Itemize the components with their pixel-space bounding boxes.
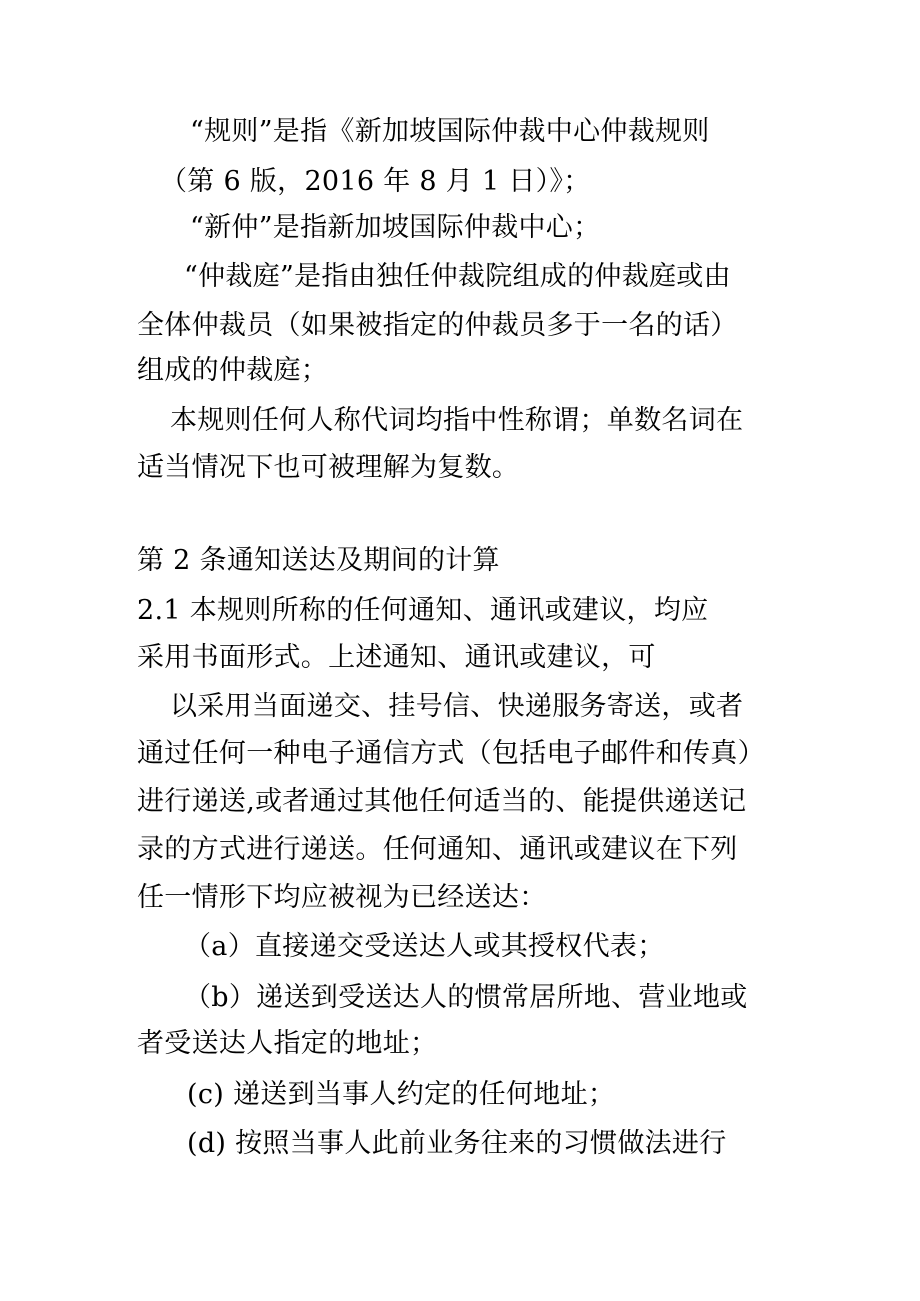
definition-rules: “规则”是指《新加坡国际仲裁中心仲裁规则	[190, 116, 710, 147]
definition-tribunal: “仲裁庭”是指由独任仲裁院组成的仲裁庭或由	[184, 261, 731, 292]
item-d: (d) 按照当事人此前业务往来的习惯做法进行	[187, 1128, 727, 1159]
definition-siac: “新仲”是指新加坡国际仲裁中心；	[190, 212, 601, 243]
definition-tribunal-line-3: 组成的仲裁庭；	[137, 355, 329, 386]
clause-2-1-line-7: 任一情形下均应被视为已经送达：	[137, 882, 547, 913]
clause-2-1-line-6: 录的方式进行递送。任何通知、通讯或建议在下列	[137, 834, 738, 865]
article-2-heading: 第 2 条通知送达及期间的计算	[137, 545, 500, 576]
clause-2-1-line-3: 以采用当面递交、挂号信、快递服务寄送，或者	[170, 691, 744, 722]
interpretation-paragraph: 本规则任何人称代词均指中性称谓；单数名词在	[170, 405, 744, 436]
item-b-continued: 者受送达人指定的地址；	[137, 1028, 438, 1059]
clause-2-1-line-4: 通过任何一种电子通信方式（包括电子邮件和传真）	[137, 738, 765, 769]
definition-tribunal-line-2: 全体仲裁员（如果被指定的仲裁员多于一名的话）	[137, 310, 738, 341]
clause-2-1-line-5: 进行递送,或者通过其他任何适当的、能提供递送记	[137, 786, 747, 817]
item-a: （a）直接递交受送达人或其授权代表；	[184, 931, 665, 962]
item-b: （b）递送到受送达人的惯常居所地、营业地或	[184, 982, 748, 1013]
clause-2-1-line-2: 采用书面形式。上述通知、通讯或建议，可	[137, 642, 656, 673]
clause-2-1: 2.1 本规则所称的任何通知、通讯或建议，均应	[137, 595, 709, 626]
item-c: (c) 递送到当事人约定的任何地址；	[187, 1079, 616, 1110]
interpretation-paragraph-line-2: 适当情况下也可被理解为复数。	[137, 452, 520, 483]
definition-rules-continued: （第 6 版，2016 年 8 月 1 日）》；	[160, 166, 591, 197]
